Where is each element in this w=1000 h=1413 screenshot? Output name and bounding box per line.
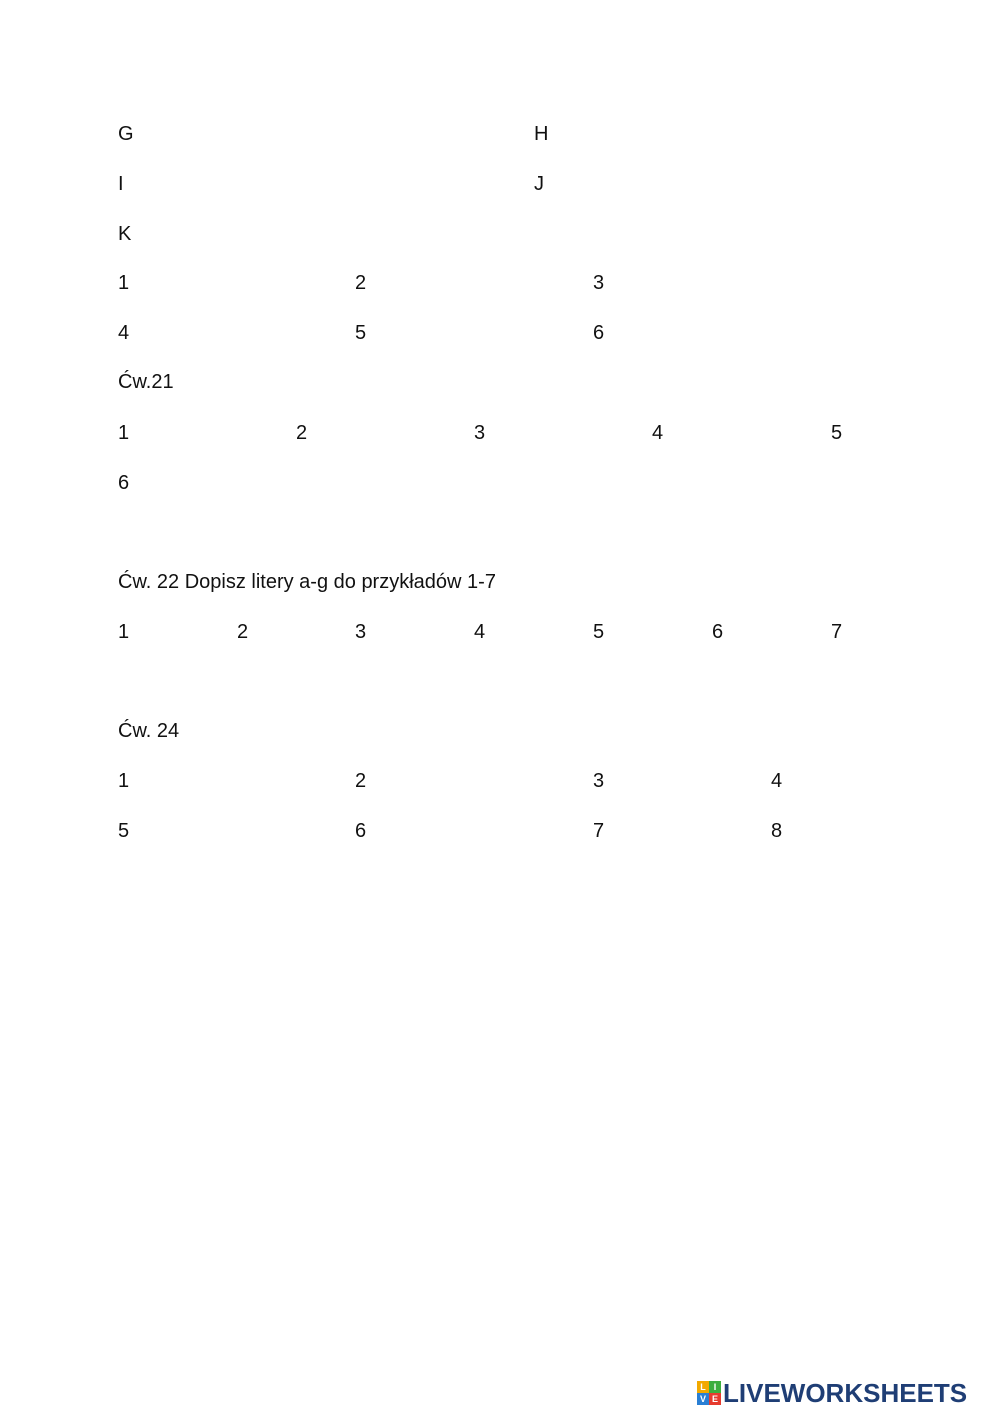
answer-number: 6 xyxy=(355,820,367,842)
answer-number: 3 xyxy=(593,770,605,792)
exercise-22-heading: Ćw. 22 Dopisz litery a-g do przykładów 1-7 xyxy=(118,571,496,593)
answer-label-j: J xyxy=(534,173,544,195)
exercise-24-heading: Ćw. 24 xyxy=(118,720,180,742)
answer-number: 5 xyxy=(831,422,843,444)
brand-name: LIVEWORKSHEETS xyxy=(723,1378,968,1408)
answer-label-k: K xyxy=(118,223,132,245)
answer-number: 1 xyxy=(118,272,130,294)
answer-number: 2 xyxy=(355,770,367,792)
answer-number: 6 xyxy=(593,322,605,344)
logo-cell: E xyxy=(709,1393,721,1405)
answer-number: 1 xyxy=(118,422,130,444)
answer-number: 2 xyxy=(296,422,308,444)
answer-number: 5 xyxy=(355,322,367,344)
answer-label-i: I xyxy=(118,173,124,195)
exercise-21-heading: Ćw.21 xyxy=(118,371,174,393)
logo-cell: I xyxy=(709,1381,721,1393)
logo-cell: L xyxy=(697,1381,709,1393)
answer-label-h: H xyxy=(534,123,549,145)
answer-number: 7 xyxy=(831,621,843,643)
answer-label-g: G xyxy=(118,123,134,145)
answer-number: 5 xyxy=(593,621,605,643)
answer-number: 8 xyxy=(771,820,783,842)
answer-number: 2 xyxy=(237,621,249,643)
answer-number: 4 xyxy=(652,422,664,444)
answer-number: 4 xyxy=(118,322,130,344)
answer-number: 6 xyxy=(118,472,130,494)
answer-number: 5 xyxy=(118,820,130,842)
liveworksheets-brand xyxy=(697,1380,967,1406)
answer-number: 3 xyxy=(593,272,605,294)
answer-number: 6 xyxy=(712,621,724,643)
answer-number: 1 xyxy=(118,621,130,643)
answer-number: 4 xyxy=(474,621,486,643)
answer-number: 2 xyxy=(355,272,367,294)
answer-number: 1 xyxy=(118,770,130,792)
liveworksheets-logo-icon xyxy=(697,1381,721,1405)
answer-number: 4 xyxy=(771,770,783,792)
logo-cell: V xyxy=(697,1393,709,1405)
answer-number: 3 xyxy=(355,621,367,643)
answer-number: 3 xyxy=(474,422,486,444)
answer-number: 7 xyxy=(593,820,605,842)
